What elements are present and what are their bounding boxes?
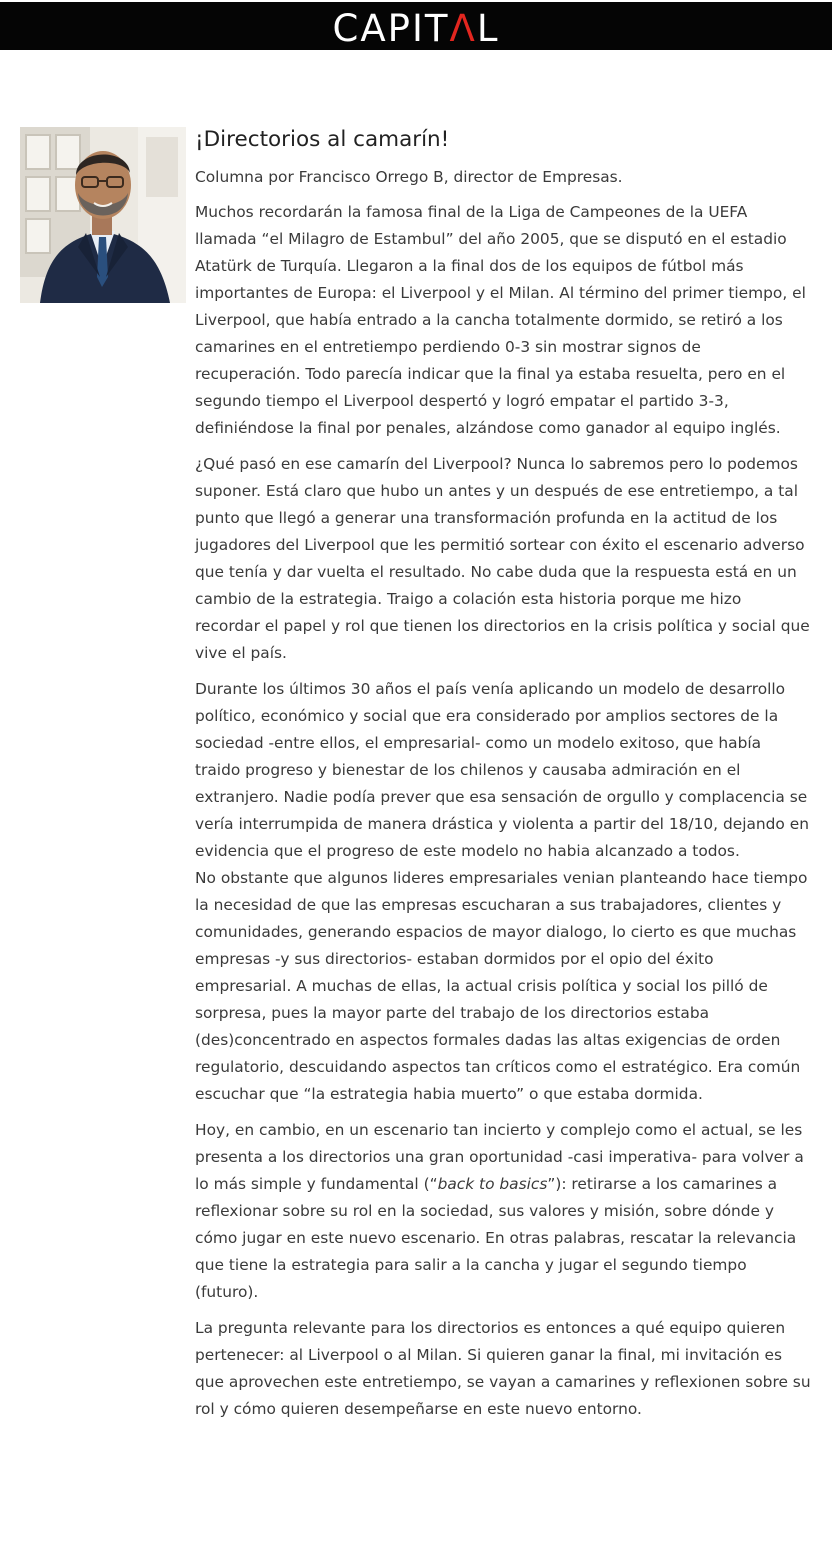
- article-byline: Columna por Francisco Orrego B, director de Empresas.: [195, 168, 623, 186]
- article-paragraph-1: Muchos recordarán la famosa final de la Liga de Campeones de la UEFA llamada “el Milagro de Estambul” del año 2005, que se disputó en el estadio Atatürk de Turquía. Llegaron a la final dos de los equipos de fútbol más importantes de Europa: el Liverpool y el Milan. Al término del primer tiempo, el Liverpool, que había entrado a la cancha totalmente dormido, se retiró a los camarines en el entretiempo perdiendo 0-3 sin mostrar signos de recuperación. Todo parecía indicar que la final ya estaba resuelta, pero en el segundo tiempo el Liverpool despertó y logró empatar el partido 3-3, definiéndose la final por penales, alzándose como ganador al equipo inglés.: [195, 203, 806, 437]
- paragraph-5-italic: back to basics: [437, 1175, 548, 1193]
- article-paragraph-6: La pregunta relevante para los directorios es entonces a qué equipo quieren pertenecer: al Liverpool o al Milan. Si quieren ganar la final, mi invitación es que aprovechen este entretiempo, se vayan a camarines y reflexionen sobre su rol y cómo quieren desempeñarse en este nuevo entorno.: [195, 1319, 811, 1418]
- paragraph-5-end: ”): retirarse a los camarines a reflexionar sobre su rol en la sociedad, sus valores y misión, sobre dónde y cómo jugar en este nuevo escenario. En otras palabras, rescatar la relevancia que tiene la estrategia para salir a la cancha y jugar el segundo tiempo (futuro).: [195, 1175, 797, 1301]
- article-paragraph-5: [195, 1117, 811, 1306]
- article-paragraph-4: No obstante que algunos lideres empresariales venian planteando hace tiempo la necesidad de que las empresas escucharan a sus trabajadores, clientes y comunidades, generando espacios de mayor dialogo, lo cierto es que muchas empresas -y sus directorios- estaban dormidos por el opio del éxito empresarial. A muchas de ellas, la actual crisis política y social los pilló de sorpresa, pues la mayor parte del trabajo de los directorios estaba (des)concentrado en aspectos formales dadas las altas exigencias de orden regulatorio, descuidando aspectos tan críticos como el estratégico. Era común escuchar que “la estrategia habia muerto” o que estaba dormida.: [195, 869, 808, 1103]
- article-paragraph-3: Durante los últimos 30 años el país venía aplicando un modelo de desarrollo político, económico y social que era considerado por amplios sectores de la sociedad -entre ellos, el empresarial- como un modelo exitoso, que había traido progreso y bienestar de los chilenos y causaba admiración en el extranjero. Nadie podía prever que esa sensación de orgullo y complacencia se vería interrumpida de manera drástica y violenta a partir del 18/10, dejando en evidencia que el progreso de este modelo no habia alcanzado a todos.: [195, 680, 809, 860]
- article-paragraph-2: ¿Qué pasó en ese camarín del Liverpool? Nunca lo sabremos pero lo podemos suponer. Está claro que hubo un antes y un después de ese entretiempo, a tal punto que llegó a generar una transformación profunda en la actitud de los jugadores del Liverpool que les permitió sortear con éxito el escenario adverso que tenía y dar vuelta el resultado. No cabe duda que la respuesta está en un cambio de la estrategia. Traigo a colación esta historia porque me hizo recordar el papel y rol que tienen los directorios en la crisis política y social que vive el país.: [195, 455, 810, 662]
- masthead: [0, 2, 832, 50]
- author-photo: [20, 127, 186, 303]
- paragraph-5-start: Hoy, en cambio, en un escenario tan incierto y complejo como el actual, se les presenta a los directorios una gran oportunidad -casi imperativa- para volver a lo más simple y fundamental (“: [195, 1121, 804, 1193]
- capital-logo[interactable]: [332, 6, 500, 50]
- article-title: ¡Directorios al camarín!: [195, 127, 450, 152]
- logo-text-start: CAPIT: [332, 6, 450, 50]
- article: [195, 126, 811, 1423]
- author-portrait-image: [20, 127, 186, 303]
- logo-accent-letter: Λ: [449, 6, 477, 50]
- logo-text-end: L: [476, 6, 500, 50]
